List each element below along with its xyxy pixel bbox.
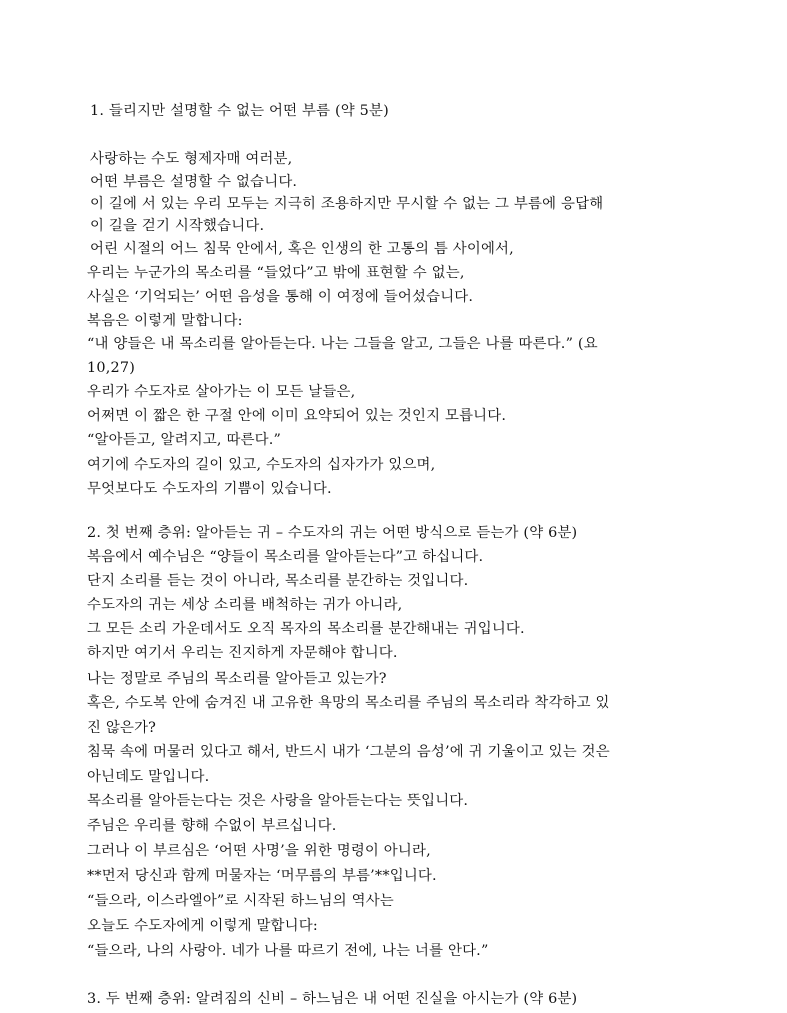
- section-1-line: 사랑하는 수도 형제자매 여러분,: [90, 151, 293, 167]
- section-2-line: 수도자의 귀는 세상 소리를 배척하는 귀가 아니라,: [87, 597, 403, 613]
- section-2-line: 오늘도 수도자에게 이렇게 말합니다:: [87, 918, 318, 934]
- section-2-line: 그 모든 소리 가운데서도 오직 목자의 목소리를 분간해내는 귀입니다.: [87, 621, 525, 637]
- section-2-line: 아닌데도 말입니다.: [87, 769, 210, 785]
- section-2-line: 진 않은가?: [87, 720, 157, 736]
- section-1-line: 10,27): [87, 360, 136, 376]
- section-1-line: 무엇보다도 수도자의 기쁨이 있습니다.: [87, 481, 332, 497]
- section-2-line: “들으라, 이스라엘아”로 시작된 하느님의 역사는: [87, 893, 394, 909]
- section-1-line: 이 길을 걷기 시작했습니다.: [90, 218, 265, 234]
- section-2-line: 복음에서 예수님은 “양들이 목소리를 알아듣는다”고 하십니다.: [87, 549, 484, 565]
- section-1-line: 어린 시절의 어느 침묵 안에서, 혹은 인생의 한 고통의 틈 사이에서,: [90, 241, 514, 257]
- section-1-heading: 1. 들리지만 설명할 수 없는 어떤 부름 (약 5분): [90, 103, 389, 119]
- section-1-line: 어쩌면 이 짧은 한 구절 안에 이미 요약되어 있는 것인지 모릅니다.: [87, 408, 507, 424]
- section-1-line: 우리는 누군가의 목소리를 “들었다”고 밖에 표현할 수 없는,: [87, 265, 465, 281]
- section-1-line: “알아듣고, 알려지고, 따른다.”: [87, 432, 282, 448]
- section-2-line: 나는 정말로 주님의 목소리를 알아듣고 있는가?: [87, 671, 387, 687]
- section-1-line: 여기에 수도자의 길이 있고, 수도자의 십자가가 있으며,: [87, 457, 436, 473]
- section-3-heading: 3. 두 번째 층위: 알려짐의 신비 – 하느님은 내 어떤 진실을 아시는가 (약 6분): [87, 991, 578, 1007]
- section-1-line: “내 양들은 내 목소리를 알아듣는다. 나는 그들을 알고, 그들은 나를 따른다.” (요: [87, 336, 598, 352]
- section-2-line: 침묵 속에 머물러 있다고 해서, 반드시 내가 ‘그분의 음성’에 귀 기울이고 있는 것은: [87, 744, 610, 760]
- section-2-line: 혹은, 수도복 안에 숨겨진 내 고유한 욕망의 목소리를 주님의 목소리라 착각하고 있: [87, 695, 610, 711]
- section-2-line: “들으라, 나의 사랑아. 네가 나를 따르기 전에, 나는 너를 안다.”: [87, 943, 489, 959]
- section-1-line: 복음은 이렇게 말합니다:: [87, 313, 243, 329]
- section-2-line: 주님은 우리를 향해 수없이 부르십니다.: [87, 818, 337, 834]
- section-1-line: 사실은 ‘기억되는’ 어떤 음성을 통해 이 여정에 들어섰습니다.: [87, 289, 474, 305]
- section-2-line: 하지만 여기서 우리는 진지하게 자문해야 합니다.: [87, 645, 398, 661]
- section-1-line: 우리가 수도자로 살아가는 이 모든 날들은,: [87, 384, 356, 400]
- section-2-line: 그러나 이 부르심은 ‘어떤 사명’을 위한 명령이 아니라,: [87, 843, 431, 859]
- section-2-line: 단지 소리를 듣는 것이 아니라, 목소리를 분간하는 것입니다.: [87, 573, 469, 589]
- section-2-heading: 2. 첫 번째 층위: 알아듣는 귀 – 수도자의 귀는 어떤 방식으로 듣는가 (약 6분): [87, 525, 578, 541]
- section-2-line: **먼저 당신과 함께 머물자는 ‘머무름의 부름’**입니다.: [87, 868, 437, 884]
- section-1-line: 어떤 부름은 설명할 수 없습니다.: [90, 174, 298, 190]
- section-2-line: 목소리를 알아듣는다는 것은 사랑을 알아듣는다는 뜻입니다.: [87, 793, 469, 809]
- section-1-line: 이 길에 서 있는 우리 모두는 지극히 조용하지만 무시할 수 없는 그 부름에 응답해: [90, 196, 604, 212]
